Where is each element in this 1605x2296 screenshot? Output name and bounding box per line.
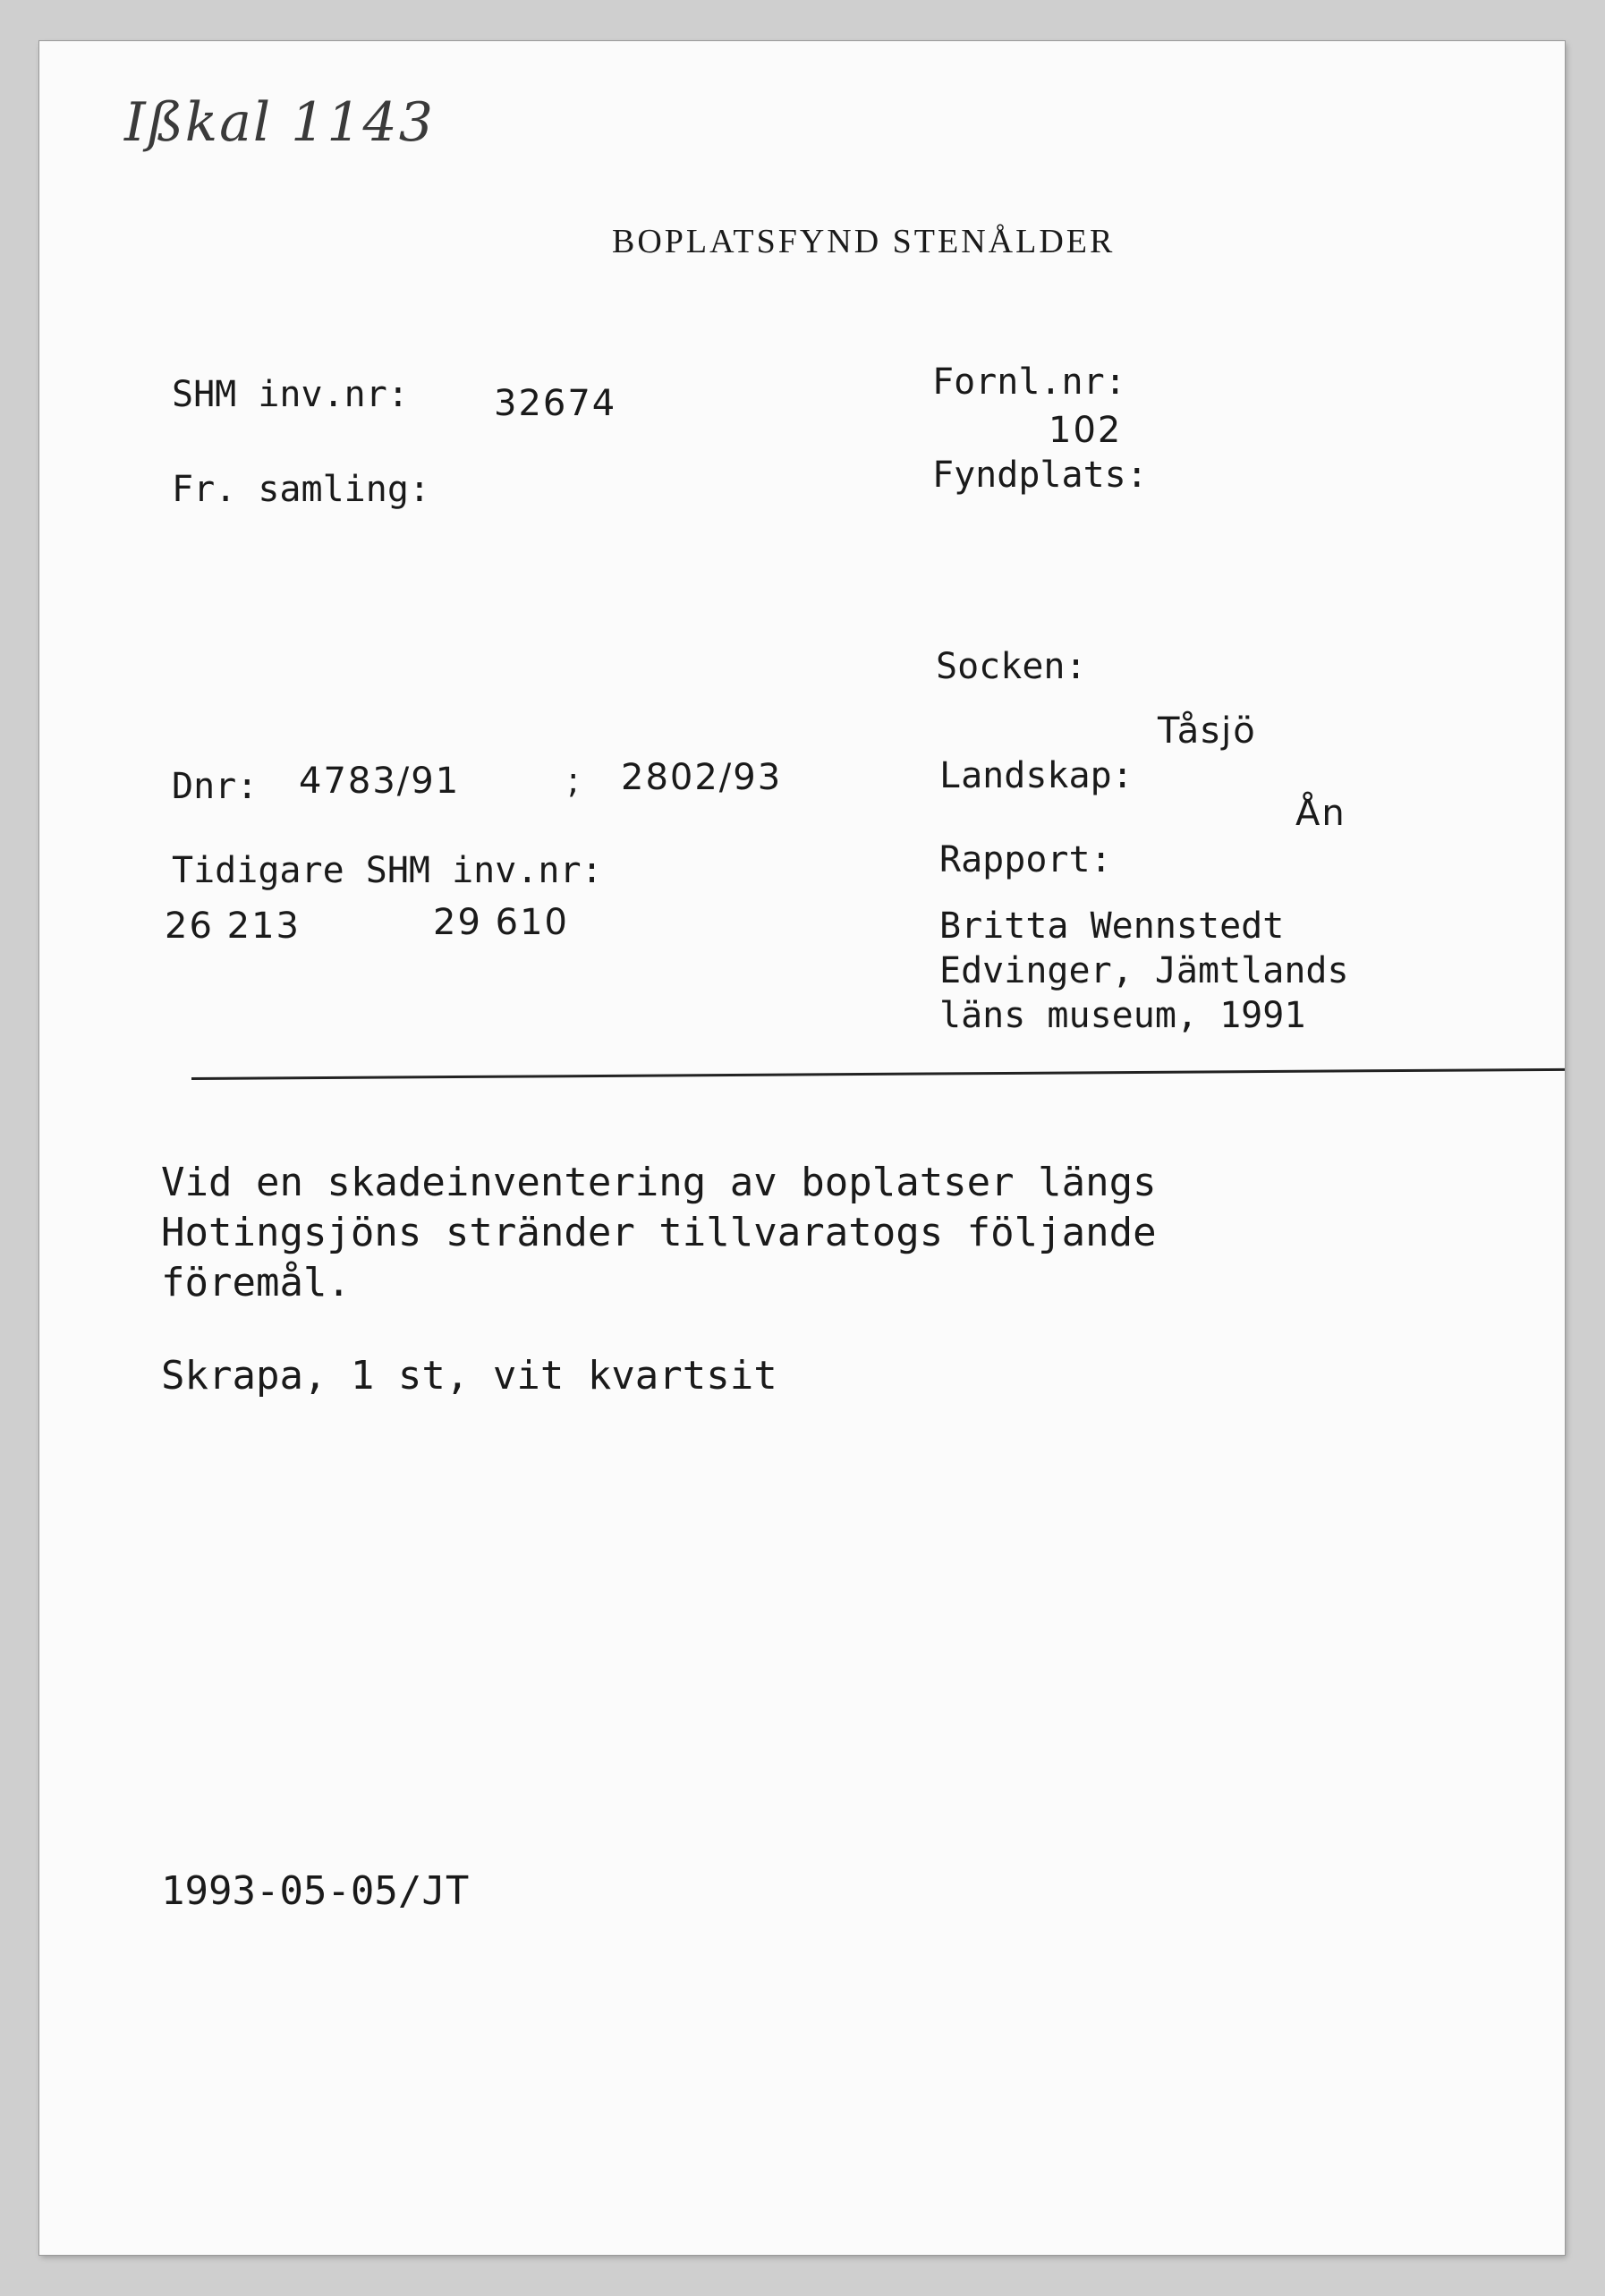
handwritten-reference: Ißkal 1143 bbox=[124, 91, 435, 154]
dnr-value: 4783/91 bbox=[299, 761, 461, 802]
landskap-value: Ån bbox=[1295, 793, 1346, 834]
rapport-line: Britta Wennstedt bbox=[939, 906, 1285, 947]
dnr-label: Dnr: bbox=[172, 766, 259, 807]
fornl-nr-label: Fornl.nr: bbox=[932, 361, 1126, 403]
shm-inv-value: 32674 bbox=[494, 383, 617, 424]
body-line: Hotingsjöns stränder tillvaratogs följande bbox=[161, 1210, 1157, 1255]
socken-label: Socken: bbox=[936, 646, 1087, 687]
tidigare-shm-label: Tidigare SHM inv.nr: bbox=[172, 850, 603, 891]
rapport-line: läns museum, 1991 bbox=[939, 995, 1306, 1036]
find-item: Skrapa, 1 st, vit kvartsit bbox=[161, 1353, 777, 1399]
footer-date: 1993-05-05/JT bbox=[161, 1868, 470, 1914]
shm-inv-label: SHM inv.nr: bbox=[172, 374, 409, 415]
rapport-label: Rapport: bbox=[939, 839, 1112, 880]
card-title: BOPLATSFYND STENÅLDER bbox=[612, 223, 1116, 260]
fyndplats-label: Fyndplats: bbox=[932, 455, 1148, 496]
socken-value: Tåsjö bbox=[1158, 710, 1257, 752]
catalog-card bbox=[39, 41, 1565, 2255]
tidigare-shm-value-2: 29 610 bbox=[433, 902, 569, 943]
body-line: Vid en skadeinventering av boplatser längs bbox=[161, 1160, 1157, 1205]
body-line: föremål. bbox=[161, 1260, 351, 1305]
rapport-line: Edvinger, Jämtlands bbox=[939, 950, 1349, 991]
landskap-label: Landskap: bbox=[939, 755, 1134, 796]
separator-rule bbox=[191, 1068, 1565, 1080]
fr-samling-label: Fr. samling: bbox=[172, 469, 430, 510]
dnr-separator: ; bbox=[567, 761, 582, 802]
dnr-value-2: 2802/93 bbox=[621, 757, 783, 798]
tidigare-shm-value-1: 26 213 bbox=[165, 906, 301, 947]
fornl-nr-value: 102 bbox=[1049, 410, 1123, 451]
